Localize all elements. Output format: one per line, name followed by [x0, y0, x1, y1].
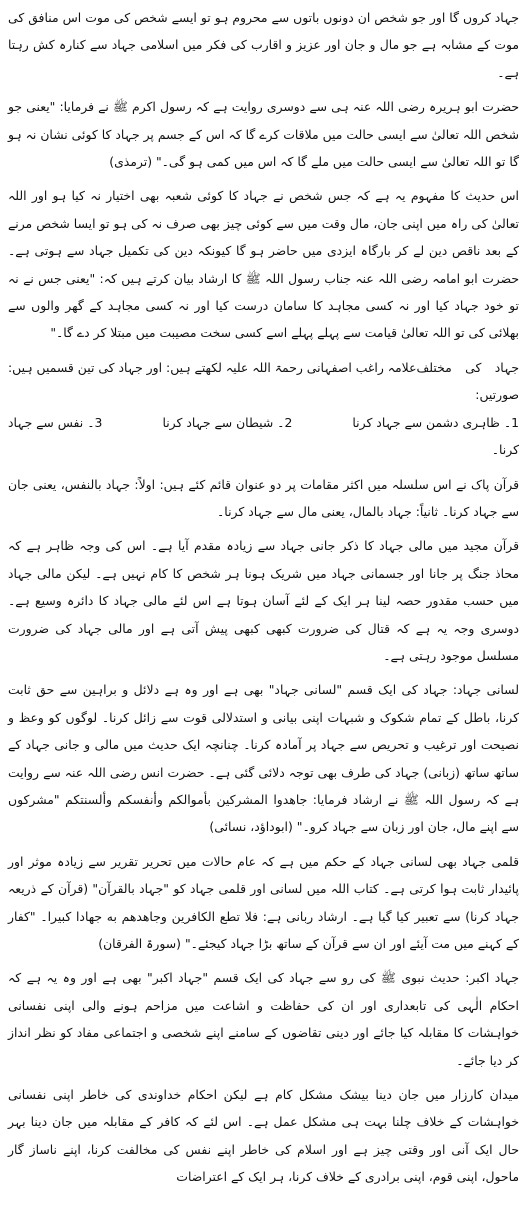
paragraph-3: اس حدیث کا مفہوم یہ ہے کہ جس شخص نے جہاد کا کوئی شعبہ بھی اختیار نہ کیا ہو اور اللہ تعالیٰ کی راہ میں اپنی جان، مال وقت میں سے کوئی چیز بھی صرف نہ کی ہو تو ایسا شخص مرنے کے بعد ناقص دین لے کر بارگاہ ایزدی میں حاضر ہو گا کیونکہ دین کی تکمیل جہاد سے ہوتی ہے۔ حضرت ابو امامہ رضی اللہ عنہ جناب رسول اللہ ﷺ کا ارشاد بیان کرتے ہیں کہ: "یعنی جس نے نہ تو خود جہاد کیا اور نہ کسی مجاہد کا سامان درست کیا اور نہ کسی مجاہد کے گھر والوں سے بھلائی کی تو اللہ تعالیٰ قیامت سے پہلے پہلے اسے کسی سخت مصیبت میں مبتلا کر دے گا۔" [8, 188, 519, 341]
paragraph-2: حضرت ابو ہریرہ رضی اللہ عنہ ہی سے دوسری روایت ہے کہ رسول اکرم ﷺ نے فرمایا: "یعنی جو شخص اللہ تعالیٰ سے ایسی حالت میں ملاقات کرے گا کہ اس کے جسم پر جہاد کا کوئی نشان نہ ہو گا تو اللہ تعالیٰ سے ایسی حالت میں ملے گا کہ اس میں کمی ہو گی۔" (ترمذی) [8, 99, 519, 170]
paragraph-6: لسانی جہاد: جہاد کی ایک قسم "لسانی جہاد" بھی ہے اور وہ ہے دلائل و براہین سے حق ثابت کرنا، باطل کے تمام شکوک و شبہات اپنی بیانی و استدلالی قوت سے زائل کرنا۔ لوگوں کو وعظ و نصیحت اور ترغیب و تحریص سے جہاد پر آمادہ کرنا۔ چنانچہ ایک حدیث میں مالی و جانی جہاد کے ساتھ ساتھ (زبانی) جہاد کی طرف بھی توجہ دلائی گئی ہے۔ حضرت انس رضی اللہ عنہ سے روایت ہے کہ رسول اللہ ﷺ نے ارشاد فرمایا: جاهدوا المشركين بأموالكم وأنفسكم وألسنتكم "مشرکوں سے اپنے مال، جان اور زبان سے جہاد کرو۔" (ابوداؤد، نسائی) [8, 682, 519, 835]
kinds-continuation: کرنا۔ [491, 442, 519, 458]
paragraph-8: جہاد اکبر: حدیث نبوی ﷺ کی رو سے جہاد کی ایک قسم "جہاد اکبر" بھی ہے اور وہ یہ ہے کہ احکام الٰہی کی تابعداری اور ان کی حفاظت و اشاعت میں مزاحم ہونے والی اپنی نفسانی خواہشات کا مقابلہ کیا جائے اور دینی تقاضوں کے سامنے اپنے شخصی و اجتماعی مفاد کو نظر انداز کر دیا جائے۔ [8, 970, 519, 1068]
paragraph-5: قرآن مجید میں مالی جہاد کا ذکر جانی جہاد سے زیادہ مقدم آیا ہے۔ اس کی وجہ ظاہر ہے کہ محاذ جنگ پر جانا اور جسمانی جہاد میں شریک ہونا ہر شخص کا کام نہیں ہے۔ لیکن مالی جہاد میں حسب مقدور حصہ لینا ہر ایک کے لئے آسان ہوتا ہے اس لئے مالی جہاد کا دائرہ وسیع ہے۔ دوسری وجہ یہ ہے کہ قتال کی ضرورت کبھی کبھی پیش آتی ہے اور مالی جہاد کی ضرورت مسلسل موجود رہتی ہے۔ [8, 538, 519, 663]
paragraph-1: جہاد کروں گا اور جو شخص ان دونوں باتوں سے محروم ہو تو ایسے شخص کی موت اس منافق کی موت کے مشابہ ہے جو مال و جان اور عزیز و اقارب کی فکر میں اسلامی جہاد سے کنارہ کش رہتا ہے۔ [8, 10, 519, 80]
kinds-heading-author: علامہ راغب اصفہانی رحمۃ اللہ علیہ لکھتے ہیں: اور جہاد کی تین قسمیں ہیں: [8, 359, 417, 375]
kind-item-2: 2۔ شیطان سے جہاد کرنا [162, 414, 293, 430]
paragraph-9: میدان کارزار میں جان دینا بیشک مشکل کام ہے لیکن احکام خداوندی کی خاطر اپنی نفسانی خواہشات کے خلاف چلنا بہت ہی مشکل عمل ہے۔ اس لئے کہ کافر کے مقابلہ میں جان دینا بہر حال ایک آنی اور وقتی چیز ہے اور اسلام کی خاطر اپنے نفس کی مخالفت کرنا، اپنے ناساز گار ماحول، اپنی قوم، اپنی برادری کے خلاف کرنا، ہر ایک کے اعتراضات [8, 1087, 519, 1185]
kinds-list [8, 409, 519, 436]
kinds-heading-label: جہاد کی مختلف صورتیں: [416, 359, 519, 403]
kind-item-1: 1۔ ظاہری دشمن سے جہاد کرنا [352, 414, 519, 430]
kinds-heading [8, 354, 519, 409]
paragraph-7: قلمی جہاد بھی لسانی جہاد کے حکم میں ہے کہ عام حالات میں تحریر تقریر سے زیادہ موثر اور پائیدار ثابت ہوا کرتی ہے۔ کتاب اللہ میں لسانی اور قلمی جہاد کو "جہاد بالقرآن" (قرآن کے ذریعہ جہاد کرنا) سے تعبیر کیا گیا ہے۔ ارشاد ربانی ہے: فلا تطع الكافرين وجاهدهم به جهادا كبيرا۔ "کفار کے کہنے میں مت آیئے اور ان سے قرآن کے ساتھ بڑا جہاد کیجئے۔" (سورۃ الفرقان) [8, 853, 519, 951]
paragraph-4: قرآن پاک نے اس سلسلہ میں اکثر مقامات پر دو عنوان قائم کئے ہیں: اولاً: جہاد بالنفس، یعنی جان سے جہاد کرنا۔ ثانیاً: جہاد بالمال، یعنی مال سے جہاد کرنا۔ [8, 476, 519, 519]
kind-item-3: 3۔ نفس سے جہاد [8, 414, 103, 430]
